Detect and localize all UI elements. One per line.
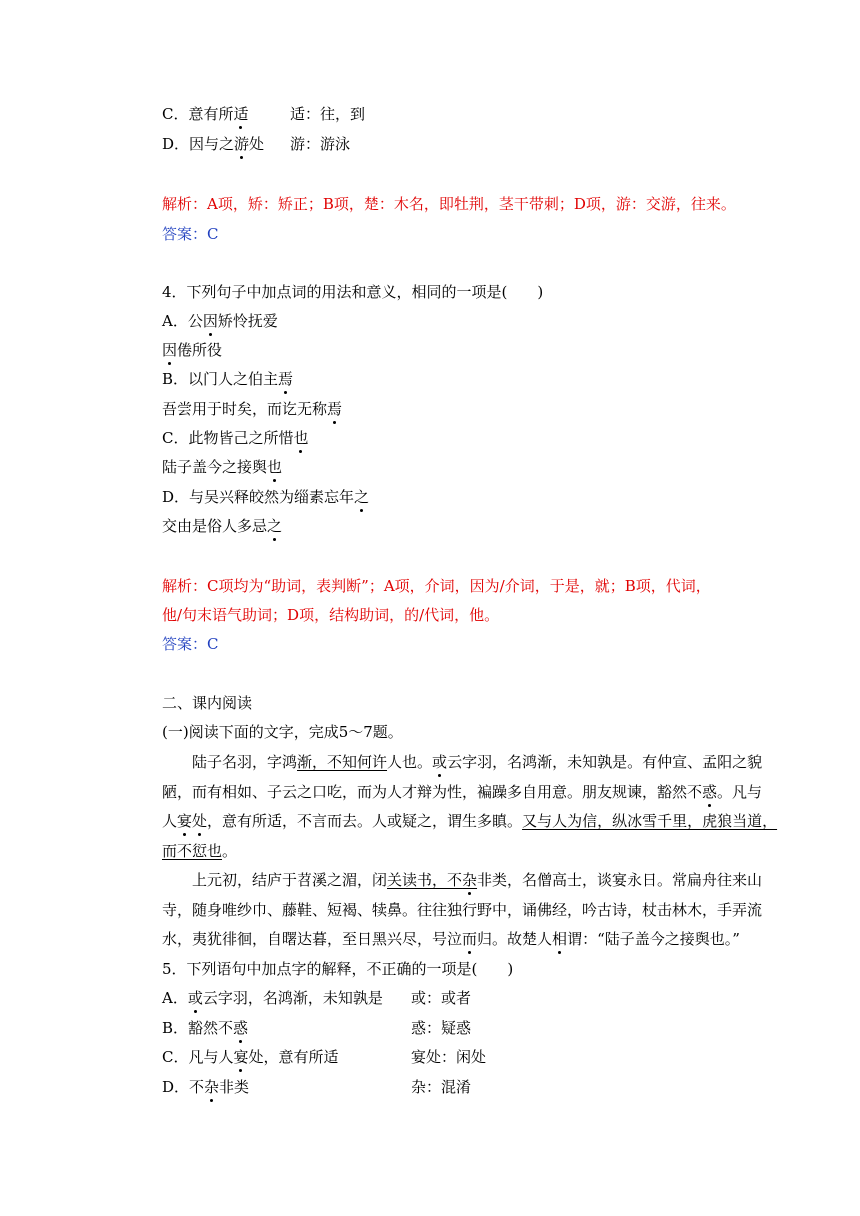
passage-p1-line3: 人宴处，意有所适，不言而去。人或疑之，谓生多瞋。又与人为信，纵冰雪千里，虎狼当道， — [162, 812, 778, 830]
section-subtitle: (一)阅读下面的文字，完成5～7题。 — [162, 723, 403, 741]
underlined-text: 又与人为信，纵冰雪千里，虎狼当道， — [522, 812, 778, 830]
emphasis-char: 也 — [293, 429, 309, 447]
emphasis-char: 因 — [202, 312, 218, 330]
q4-option-d2: 交由是俗人多忌之 — [162, 517, 283, 535]
q4-analysis-line2: 他/句末语气助词；D项，结构助词，的/代词，他。 — [162, 606, 500, 624]
emphasis-char: 相 — [552, 930, 568, 948]
passage-p2-line1: 上元初，结庐于苕溪之湄，闭关读书，不杂非类，名僧高士，谈宴永日。常扁舟往来山 — [162, 871, 763, 889]
emphasis-char: 因 — [162, 341, 178, 359]
q4-option-c1: C．此物皆己之所惜也 — [162, 429, 309, 447]
q5-option-c-gloss: 宴处：闲处 — [411, 1048, 487, 1066]
emphasis-char: 或 — [432, 753, 448, 771]
q4-answer: 答案：C — [162, 635, 219, 653]
emphasis-char: 焉 — [278, 370, 294, 388]
underlined-text: 而不愆也 — [162, 842, 223, 860]
emphasis-char: 也 — [267, 458, 283, 476]
underlined-text: 渐，不知何许 — [297, 753, 388, 771]
q5-option-d: D．不杂非类 — [162, 1078, 250, 1096]
emphasis-char: 或 — [187, 989, 203, 1007]
q3-option-c-gloss: 适：往，到 — [290, 105, 366, 123]
emphasis-char: 之 — [354, 488, 370, 506]
emphasis-char: 而 — [462, 930, 478, 948]
q3-option-d-gloss: 游：游泳 — [290, 135, 351, 153]
emphasis-char: 游 — [234, 135, 250, 153]
q5-stem: 5．下列语句中加点字的解释，不正确的一项是( ) — [162, 960, 514, 978]
q4-analysis-line1: 解析：C项均为“助词，表判断”；A项，介词，因为/介词，于是，就；B项，代词， — [162, 577, 711, 595]
q5-option-d-gloss: 杂：混淆 — [411, 1078, 472, 1096]
q3-answer: 答案：C — [162, 225, 219, 243]
q3-option-d: D．因与之游处 — [162, 135, 265, 153]
q4-option-d1: D．与吴兴释皎然为缁素忘年之 — [162, 488, 370, 506]
emphasis-char: 惑 — [702, 783, 718, 801]
passage-p1-line4: 而不愆也。 — [162, 842, 238, 860]
passage-p1-line1: 陆子名羽，字鸿渐，不知何许人也。或云字羽，名鸿渐，未知孰是。有仲宣、孟阳之貌 — [162, 753, 763, 771]
q3-analysis: 解析：A项，矫：矫正；B项，楚：木名，即牡荆，茎干带刺；D项，游：交游，往来。 — [162, 195, 736, 213]
emphasis-char: 焉 — [327, 400, 343, 418]
q4-option-a1: A．公因矫怜抚爱 — [162, 312, 278, 330]
emphasis-char: 宴 — [177, 812, 193, 830]
q4-option-a2: 因倦所役 — [162, 341, 223, 359]
section-title: 二、课内阅读 — [162, 694, 253, 712]
q5-option-c: C．凡与人宴处，意有所适 — [162, 1048, 339, 1066]
passage-p2-line2: 寺，随身唯纱巾、藤鞋、短褐、犊鼻。往往独行野中，诵佛经，吟古诗，杖击林木，手弄流 — [162, 901, 763, 919]
emphasis-char: 杂 — [204, 1078, 220, 1096]
emphasis-char: 宴 — [233, 1048, 249, 1066]
q4-option-c2: 陆子盖今之接舆也 — [162, 458, 283, 476]
emphasis-char: 处 — [192, 812, 208, 830]
q5-option-b-gloss: 惑：疑惑 — [411, 1019, 472, 1037]
q4-option-b1: B．以门人之伯主焉 — [162, 370, 294, 388]
q4-option-b2: 吾尝用于时矣，而讫无称焉 — [162, 400, 343, 418]
q4-stem: 4．下列句子中加点词的用法和意义，相同的一项是( ) — [162, 283, 544, 301]
underlined-text: 关读书，不 — [387, 871, 463, 889]
emphasis-char: 惑 — [233, 1019, 249, 1037]
emphasis-char: 适 — [233, 105, 249, 123]
q5-option-b: B．豁然不惑 — [162, 1019, 249, 1037]
q5-option-a: A．或云字羽，名鸿渐，未知孰是 — [162, 989, 383, 1007]
q5-option-a-gloss: 或：或者 — [411, 989, 472, 1007]
passage-p2-line3: 水，夷犹徘徊，自曙达暮，至日黑兴尽，号泣而归。故楚人相谓：“陆子盖今之接舆也。” — [162, 930, 740, 948]
q3-option-c: C．意有所适 — [162, 105, 249, 123]
passage-p1-line2: 陋，而有相如、子云之口吃，而为人才辩为性，褊躁多自用意。朋友规谏，豁然不惑。凡与 — [162, 783, 763, 801]
emphasis-char: 之 — [267, 517, 283, 535]
emphasis-char: 杂 — [462, 871, 478, 889]
